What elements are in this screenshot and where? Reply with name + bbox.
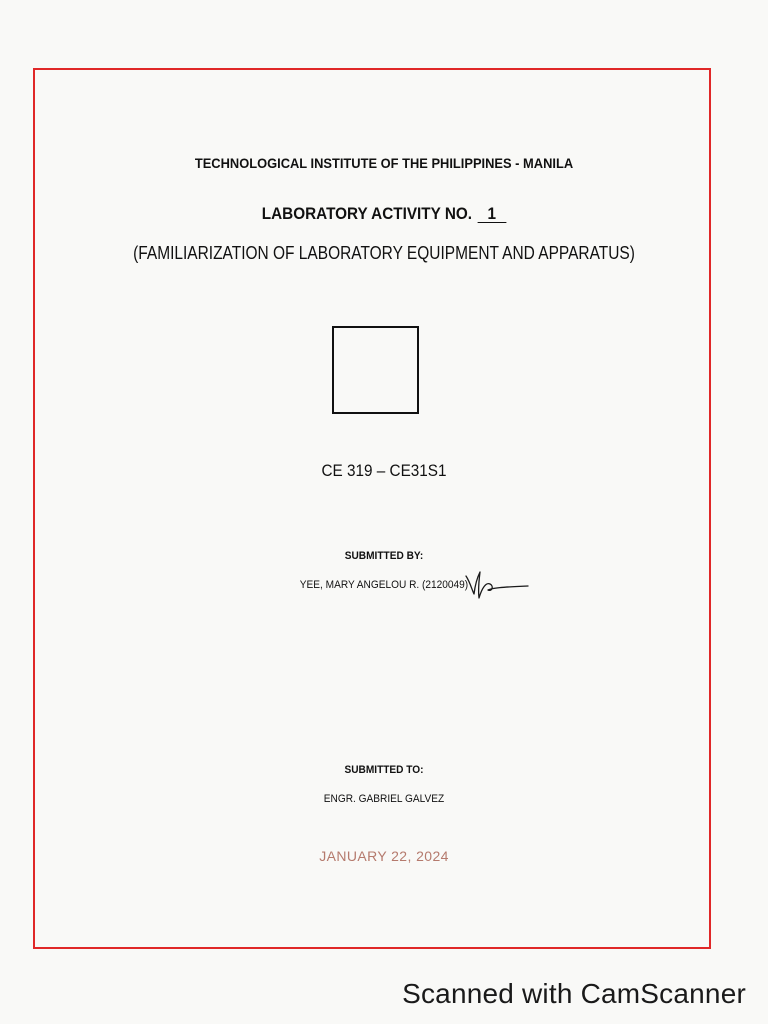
student-name: YEE, MARY ANGELOU R. (2120049) <box>299 579 469 591</box>
signature-image <box>462 566 532 604</box>
activity-number: 1 <box>477 205 506 223</box>
instructor-name: ENGR. GABRIEL GALVEZ <box>323 793 445 805</box>
submitted-by-label: SUBMITTED BY: <box>344 550 424 562</box>
activity-label: LABORATORY ACTIVITY NO. <box>261 204 473 223</box>
activity-heading <box>38 204 729 224</box>
submission-date: JANUARY 22, 2024 <box>319 848 449 864</box>
submitted-to-label: SUBMITTED TO: <box>344 764 424 776</box>
page-border <box>33 68 711 949</box>
camscanner-watermark: Scanned with CamScanner <box>402 978 746 1009</box>
course-code: CE 319 – CE31S1 <box>321 461 447 480</box>
activity-title: (FAMILIARIZATION OF LABORATORY EQUIPMENT AND APPARATUS) <box>133 243 635 263</box>
photo-placeholder-box <box>332 326 419 414</box>
institute-name: TECHNOLOGICAL INSTITUTE OF THE PHILIPPINES - MANILA <box>194 155 574 171</box>
